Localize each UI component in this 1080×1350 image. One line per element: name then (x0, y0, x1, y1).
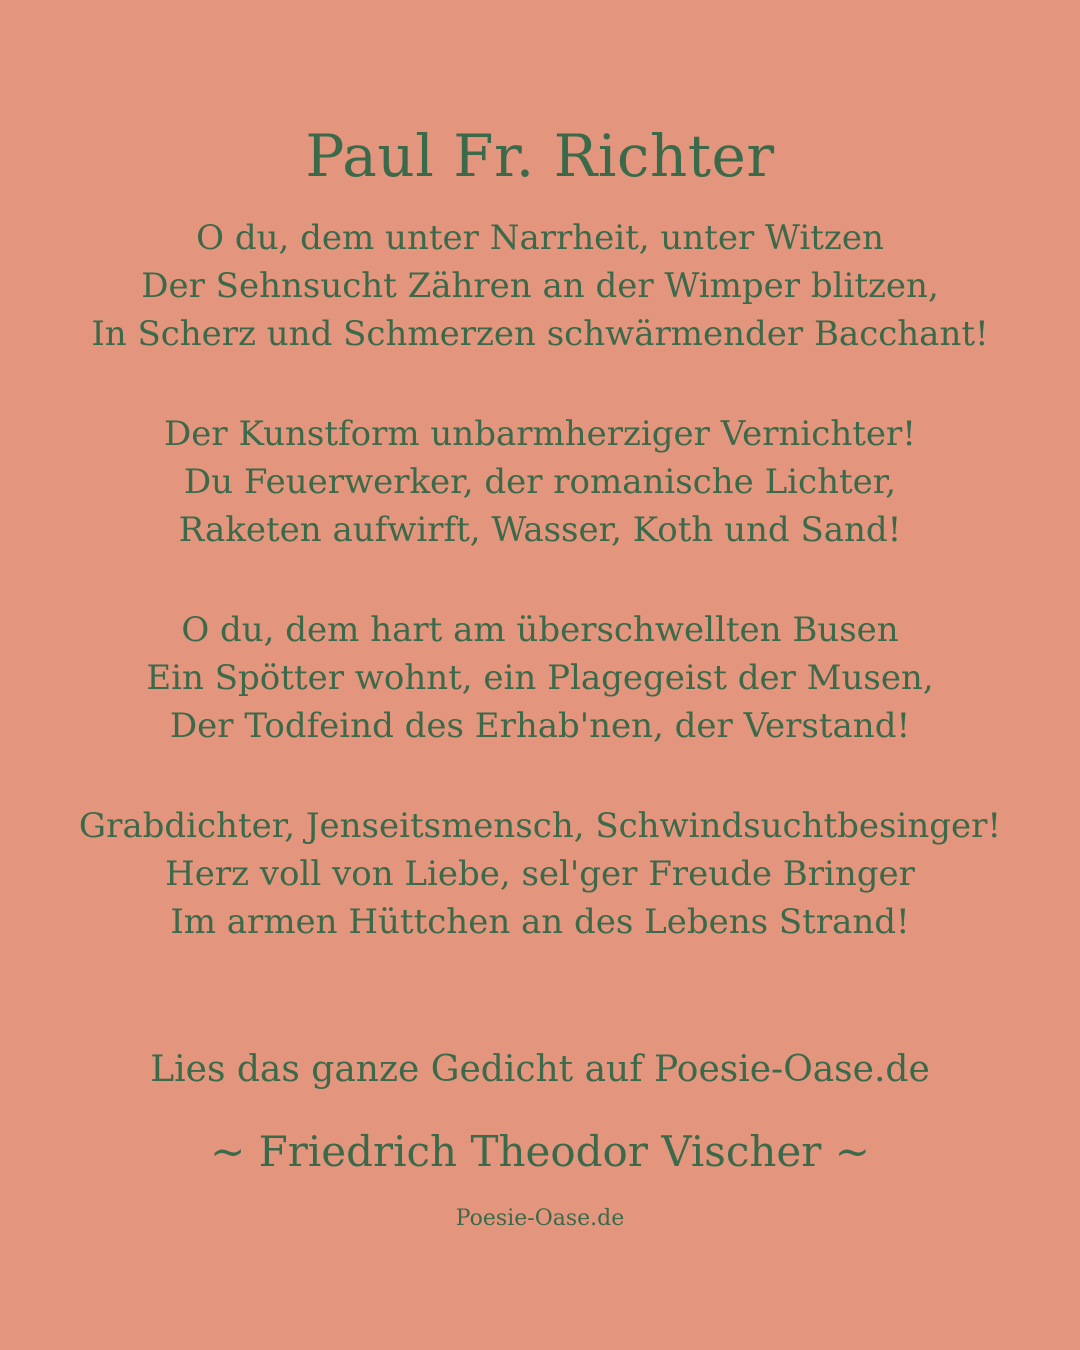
author-name: ~ Friedrich Theodor Vischer ~ (210, 1127, 870, 1176)
poem-line: O du, dem hart am überschwellten Busen (181, 610, 899, 650)
poem-line: Im armen Hüttchen an des Lebens Strand! (170, 902, 910, 942)
poem-line: Der Kunstform unbarmherziger Vernichter! (164, 414, 916, 454)
poem-line: Der Sehnsucht Zähren an der Wimper blitzen, (141, 266, 939, 306)
poem-line: O du, dem unter Narrheit, unter Witzen (196, 218, 884, 258)
stanza-2 (0, 410, 1080, 554)
poem-line: Ein Spötter wohnt, ein Plagegeist der Musen, (146, 658, 934, 698)
site-watermark: Poesie-Oase.de (455, 1206, 625, 1231)
stanza-1 (0, 214, 1080, 358)
poem-title: Paul Fr. Richter (305, 122, 775, 190)
poem-line: In Scherz und Schmerzen schwärmender Bacchant! (91, 314, 989, 354)
stanza-3 (0, 606, 1080, 750)
poem-line: Raketen aufwirft, Wasser, Koth und Sand! (178, 510, 902, 550)
stanza-4 (0, 802, 1080, 946)
poem-line: Grabdichter, Jenseitsmensch, Schwindsuchtbesinger! (78, 806, 1002, 846)
poem-line: Der Todfeind des Erhab'nen, der Verstand! (169, 706, 911, 746)
poem-line: Du Feuerwerker, der romanische Lichter, (183, 462, 897, 502)
read-more-text: Lies das ganze Gedicht auf Poesie-Oase.de (150, 1049, 930, 1090)
poem-line: Herz voll von Liebe, sel'ger Freude Bringer (165, 854, 915, 894)
